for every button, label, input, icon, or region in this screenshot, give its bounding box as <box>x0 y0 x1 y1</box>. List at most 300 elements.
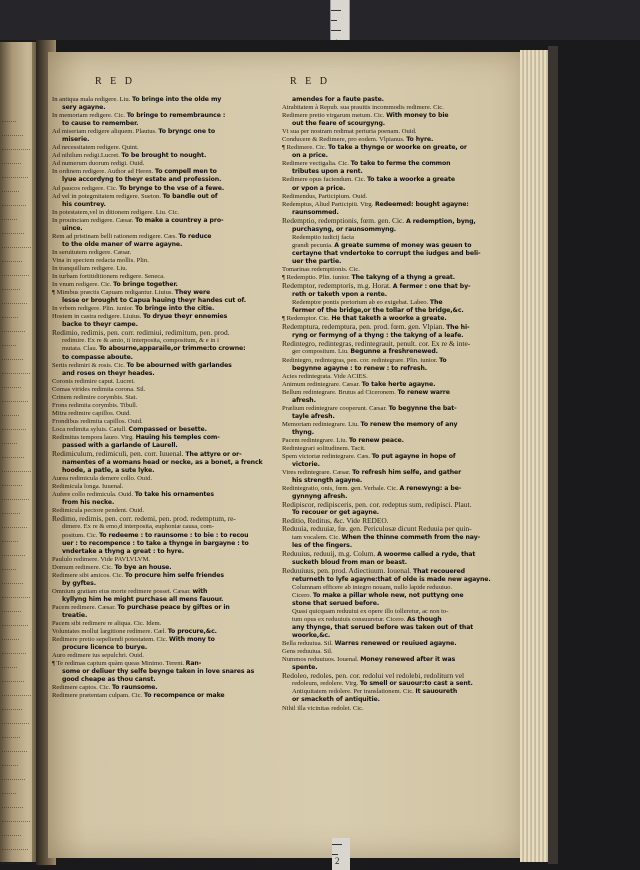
latin-text: redimire. Ex re & amio, ii interposita, compositum, & e in i <box>62 337 219 345</box>
text-line <box>282 201 514 209</box>
text-line <box>282 584 514 592</box>
english-gloss: reth or taketh vpon a rente. <box>292 291 387 299</box>
text-line <box>282 217 514 226</box>
english-gloss: lyue accordyng to theyr estate and profession. <box>62 176 222 184</box>
english-gloss: with <box>192 587 208 595</box>
latin-text: Crinem redimire corymbis. Stat. <box>52 393 138 401</box>
text-line <box>282 688 514 696</box>
left-text-column <box>52 96 277 701</box>
english-gloss: To make a countrey a pro- <box>135 216 224 224</box>
text-line <box>52 104 277 112</box>
latin-text: ¶ Redemptor. Cic. <box>282 315 332 323</box>
bottom-scale-ruler <box>332 838 350 870</box>
text-line <box>282 96 514 104</box>
english-gloss: The hi- <box>446 324 470 332</box>
latin-text: In memoriam redigere. Cic. <box>52 112 127 120</box>
text-line <box>282 274 514 282</box>
text-line <box>52 507 277 515</box>
latin-text: In vrbem redigere. Plin. iunior. <box>52 305 136 313</box>
text-line <box>52 459 277 467</box>
text-line <box>52 620 277 628</box>
english-gloss: To take herte agayne. <box>361 380 436 388</box>
text-line <box>52 362 277 370</box>
text-line <box>282 365 514 373</box>
latin-text: Atrabitatem à Repub. sua prauitis incommodis redimere. Cic. <box>282 104 444 112</box>
text-line <box>282 209 514 217</box>
english-gloss: hoode, a patle, a sute lyke. <box>62 467 155 475</box>
latin-text: Frons redimita corymbis. Tibull. <box>52 401 138 409</box>
text-line <box>52 668 277 676</box>
text-line <box>52 321 277 329</box>
text-line <box>282 656 514 664</box>
english-gloss: To recompence or make <box>143 692 225 700</box>
latin-text: Loca redimita syluis. Catull. <box>52 425 129 433</box>
english-gloss: sery agayne. <box>62 104 106 112</box>
english-gloss: To procure him selfe friendes <box>124 571 224 579</box>
text-line <box>282 696 514 704</box>
text-line <box>52 580 277 588</box>
text-line <box>282 705 514 713</box>
english-gloss: To <box>439 356 447 364</box>
english-gloss: To renew peace. <box>348 436 404 444</box>
text-line <box>52 289 277 297</box>
text-line <box>52 273 277 281</box>
english-gloss: To bringe into the citie. <box>135 305 215 313</box>
latin-text: In antiqua mala redigere. Liu. <box>52 96 133 103</box>
text-line <box>52 410 277 418</box>
english-gloss: To bringe to remembraunce : <box>126 112 226 120</box>
english-gloss: A greate summe of money was geuen to <box>334 241 472 249</box>
text-line <box>52 434 277 442</box>
english-gloss: tributes upon a rent. <box>292 168 363 176</box>
latin-text: ¶ Redimere. Cic. <box>282 144 329 152</box>
text-line <box>52 209 277 217</box>
english-gloss: out the feare of scourgyng. <box>292 120 386 128</box>
text-line <box>52 418 277 426</box>
text-line <box>282 632 514 640</box>
english-gloss: kyllyng him he might purchase all mens fauour. <box>62 595 224 603</box>
english-gloss: purchasyng, or raunsommyng. <box>292 225 397 233</box>
latin-text: Voluntates mollui largitione redimere. Cæl. <box>52 628 168 636</box>
english-gloss: A fermer : one that by- <box>392 283 471 291</box>
text-line <box>52 532 277 540</box>
text-line <box>52 572 277 580</box>
text-line <box>52 442 277 450</box>
text-line <box>282 550 514 559</box>
latin-text: redoleum, redolere. Virg. <box>292 680 360 688</box>
english-gloss: To brynge to the vse of a fewe. <box>119 184 225 192</box>
text-line <box>282 185 514 193</box>
english-gloss: good cheape as thou canst. <box>62 676 156 684</box>
text-line <box>52 297 277 305</box>
english-gloss: To hyre. <box>406 136 434 144</box>
english-gloss: some or deliuer thy selfe beynge taken in love snares as <box>62 668 255 676</box>
text-line <box>282 542 514 550</box>
latin-text: Redemptio, redemptionis, fœm. gen. Cic. <box>282 216 406 225</box>
text-line <box>52 225 277 233</box>
text-line <box>52 548 277 556</box>
english-gloss: To take his ornamentes <box>134 491 214 499</box>
latin-text: ¶ Redemptio. Plin. iunior. <box>282 274 352 282</box>
english-gloss: thyng. <box>292 428 314 436</box>
latin-text: Vires redintegrare. Cæsar. <box>282 469 353 477</box>
english-gloss: As though <box>407 616 442 623</box>
english-gloss: To bandle out of <box>162 192 218 200</box>
text-line <box>52 305 277 313</box>
text-line <box>52 467 277 475</box>
text-line <box>52 604 277 612</box>
english-gloss: spente. <box>292 664 318 672</box>
latin-text: Omnium gratiam eius morte redimere posset. Cæsar. <box>52 587 193 595</box>
text-line <box>282 323 514 332</box>
page-stack-edge <box>520 50 550 862</box>
latin-text: Vina in speciem redacta mollis. Plin. <box>52 256 149 264</box>
english-gloss: backe to theyr campe. <box>62 321 138 329</box>
english-gloss: uer : to recompence : to take a thynge in bargayne : to <box>62 539 249 547</box>
book-cover-edge <box>548 46 558 864</box>
latin-text: Redimiculum, redimiculi, pen. corr. Iuuenal. <box>52 450 186 459</box>
english-gloss: woorke,&c. <box>292 632 331 640</box>
text-line <box>52 281 277 289</box>
text-line <box>52 426 277 434</box>
latin-text: Pacem redimere. Cæsar. <box>52 603 118 611</box>
text-line <box>282 517 514 525</box>
text-line <box>52 402 277 410</box>
english-gloss: his strength agayne. <box>292 477 363 485</box>
latin-text: Redimere sibi amicos. Cic. <box>52 571 125 579</box>
text-line <box>52 588 277 596</box>
text-line <box>52 475 277 483</box>
latin-text: Redimere vectigalia. Cic. <box>282 160 351 168</box>
text-line <box>52 450 277 459</box>
text-line <box>52 676 277 684</box>
text-line <box>52 394 277 402</box>
text-line <box>282 226 514 234</box>
english-gloss: To put agayne in hope of <box>371 453 456 461</box>
latin-text: In tranquillum redigere. Liu. <box>52 264 128 272</box>
english-gloss: To bye an house. <box>114 563 172 571</box>
text-line <box>282 413 514 421</box>
latin-text: Quasi quicquam reduuiui ex opere illo tolleretur, ac non to- <box>292 607 449 615</box>
text-line <box>52 354 277 362</box>
text-line <box>282 340 514 348</box>
text-line <box>52 257 277 265</box>
latin-text: Antiquitatem redolere. Per translationem. Cic. <box>292 688 416 696</box>
english-gloss: The <box>429 299 443 307</box>
latin-text: Redimere captos. Cic. <box>52 684 112 692</box>
text-line <box>282 616 514 624</box>
text-line <box>282 381 514 389</box>
english-gloss: his countrey. <box>62 200 106 208</box>
text-line <box>282 592 514 600</box>
text-line <box>52 652 277 660</box>
latin-text: Cicero. <box>292 591 313 599</box>
text-line <box>52 152 277 160</box>
text-line <box>282 672 514 680</box>
latin-text: Hostem in castra redigere. Liuius. <box>52 313 144 321</box>
latin-text: Ad paucos redigere. Cic. <box>52 184 120 192</box>
text-line <box>282 664 514 672</box>
latin-text: Mitra redimire capillos. Ouid. <box>52 409 131 417</box>
english-gloss: Hauing his temples com- <box>135 433 220 441</box>
text-line <box>282 485 514 493</box>
latin-text: Redoleo, redoles, pen. cor. redolui vel redolebi, redoliturn vel <box>282 672 465 681</box>
latin-text: Ad vel in potegmitatem redigere. Sueton. <box>52 192 163 200</box>
text-line <box>282 160 514 168</box>
text-line <box>282 445 514 453</box>
text-line <box>282 242 514 250</box>
latin-text: Redemptor, redemptoris, m.g. Horat. <box>282 282 393 291</box>
text-line <box>52 136 277 144</box>
text-line <box>52 345 277 353</box>
text-line <box>282 576 514 584</box>
latin-text: Paululo redimere. Vide PAVLVLVM. <box>52 555 151 563</box>
latin-text: mutata. Clau. <box>62 345 99 353</box>
text-line <box>282 152 514 160</box>
running-head-left: R E D <box>95 76 135 87</box>
latin-text: Redimendus, Participium. Ouid. <box>282 192 368 200</box>
text-line <box>52 386 277 394</box>
text-line <box>282 501 514 509</box>
text-line <box>52 370 277 378</box>
english-gloss: To be abourned with garlandes <box>126 361 232 369</box>
text-line <box>52 612 277 620</box>
text-line <box>52 499 277 507</box>
text-line <box>282 291 514 299</box>
text-line <box>282 640 514 648</box>
latin-text: Bellum redintegrare. Brutus ad Ciceronem. <box>282 388 398 396</box>
latin-text: Comas virides redimita corona. Sil. <box>52 385 146 393</box>
text-line <box>282 559 514 567</box>
text-line <box>282 136 514 144</box>
english-gloss: To make a pillar whole new, not puttyng one <box>312 591 464 599</box>
text-line <box>52 249 277 257</box>
text-line <box>282 648 514 656</box>
english-gloss: With money to bie <box>386 112 449 120</box>
english-gloss: To take a thynge or woorke on greate, or <box>328 144 467 152</box>
text-line <box>52 201 277 209</box>
text-line <box>282 104 514 112</box>
english-gloss: To bryngc one to <box>158 128 215 136</box>
latin-text: Redimio, redimis, pen. corr. redimiui, redimitum, pen. prod. <box>52 329 230 338</box>
text-line <box>282 299 514 307</box>
text-line <box>282 168 514 176</box>
english-gloss: amendes for a faute paste. <box>292 96 384 103</box>
latin-text: In potestatem,vel in ditionem redigere. Liu. Cic. <box>52 208 180 216</box>
english-gloss: afresh. <box>292 396 316 404</box>
english-gloss: To redeeme : to raunsome : to bie : to recou <box>99 531 249 539</box>
english-gloss: fermer of the bridge,or the tollar of the bridge,&c. <box>292 307 464 315</box>
latin-text: Redimitus tempora lauro. Virg. <box>52 433 136 441</box>
text-line <box>282 437 514 445</box>
english-gloss: When the thinne commeth from the nay- <box>341 533 481 541</box>
english-gloss: raunsommed. <box>292 208 339 216</box>
english-gloss: from his necke. <box>62 499 115 507</box>
english-gloss: To refresh him selfe, and gather <box>352 469 462 477</box>
english-gloss: certayne that vndertoke to corrupt the iudges and beli- <box>292 249 481 257</box>
english-gloss: treatie. <box>62 612 88 619</box>
english-gloss: The attyre or or- <box>185 451 242 459</box>
english-gloss: To smell or sauour:to cast a sent. <box>359 680 473 688</box>
text-line <box>282 120 514 128</box>
ruler-label-bottom: 2 <box>335 856 340 866</box>
right-text-column <box>282 96 514 713</box>
text-line <box>282 234 514 242</box>
text-line <box>52 644 277 652</box>
latin-text: Sertis redimiri & rosis. Cic. <box>52 361 127 369</box>
text-line <box>52 378 277 386</box>
text-line <box>52 540 277 548</box>
english-gloss: on a price. <box>292 152 328 160</box>
latin-text: Reduuia, reduuiæ, fœ. gen. Periculosæ dicunt Reduuia per quin- <box>282 525 472 534</box>
english-gloss: Begunne a freshrenewed. <box>350 348 438 356</box>
english-gloss: sucketh bloud from man or beast. <box>292 558 408 566</box>
text-line <box>52 168 277 176</box>
latin-text: Aufere collo redimicula. Ouid. <box>52 491 135 499</box>
english-gloss: To be brought to nought. <box>121 152 207 160</box>
latin-text: Ad necessitatem redigere. Quint. <box>52 144 139 152</box>
left-page-edge <box>0 42 40 862</box>
latin-text: grandi pecunia. <box>292 241 335 249</box>
text-line <box>282 176 514 184</box>
latin-text: ¶ Te redimas captum quàm queas Minimo. Terent. <box>52 660 186 668</box>
english-gloss: tayle afresh. <box>292 412 335 420</box>
text-line <box>52 523 277 531</box>
english-gloss: procure licence to burye. <box>62 644 148 652</box>
english-gloss: A renewyng: a be- <box>399 485 462 493</box>
latin-text: Acies redintegrata. Vide ACIES. <box>282 372 368 380</box>
english-gloss: To begynne the bat- <box>388 404 457 412</box>
english-gloss: They were <box>174 289 211 297</box>
english-gloss: A woorme called a ryde, that <box>377 550 476 558</box>
english-gloss: returneth to lyfe agayne:that of olde is made new agayne. <box>292 575 491 583</box>
latin-text: Columnam efficere ab integro nouam, nullo lapide reduuiuo. <box>292 583 453 591</box>
latin-text: In ordinem redigere. Author ad Heren. <box>52 168 155 176</box>
text-line <box>282 600 514 608</box>
latin-text: Redintegratio, onis, fœm. gen. Verbale. Cic. <box>282 485 400 493</box>
english-gloss: uince. <box>62 224 83 232</box>
english-gloss: les of the fingers. <box>292 541 352 549</box>
english-gloss: gynnyng afresh. <box>292 493 348 501</box>
latin-text: In seruitutem redigere. Cæsar. <box>52 248 132 256</box>
latin-text: In vnum redigere. Cic. <box>52 281 114 289</box>
latin-text: In turbam fortitiditionem redigere. Seneca. <box>52 273 165 281</box>
latin-text: Pacem redintegrare. Liu. <box>282 436 349 444</box>
english-gloss: and roses on theyr heades. <box>62 369 155 377</box>
english-gloss: any thynge, that serued before was taken out of that <box>292 624 474 632</box>
text-line <box>282 193 514 201</box>
latin-text: Ad nihilum redigi.Lucret. <box>52 152 122 160</box>
text-line <box>282 112 514 120</box>
text-line <box>282 389 514 397</box>
latin-text: ¶ Mimbus præctis Capuam redigantur. Liuius. <box>52 289 175 297</box>
latin-text: Redimere prætentam culpam. Cic. <box>52 692 144 700</box>
latin-text: tam vocalem. Cic. <box>292 533 342 541</box>
text-line <box>52 144 277 152</box>
text-line <box>52 483 277 491</box>
text-line <box>282 307 514 315</box>
text-line <box>282 534 514 542</box>
english-gloss: victorie. <box>292 461 320 469</box>
latin-text: Ad numerum duorum redigi. Ouid. <box>52 160 145 168</box>
text-line <box>282 250 514 258</box>
latin-text: Redipiscor, redipisceris, pen. cor. redeptus sum, redipisci. Plaut. <box>282 501 472 510</box>
latin-text: Domum redimere. Cic. <box>52 563 115 571</box>
text-line <box>52 628 277 636</box>
latin-text: Redimere pretio virgarum metum. Cic. <box>282 112 387 120</box>
latin-text: Redintegro, redintegras, redintegrauit, penult. cor. Ex re & inte- <box>282 340 471 349</box>
text-line <box>282 397 514 405</box>
latin-text: Redemptor pontis portorium ab eo exigebat. Labeo. <box>292 299 430 307</box>
english-gloss: to cause to remember. <box>62 120 139 128</box>
english-gloss: ryng or fermyng of a thyng : the takyng of a leafe. <box>292 332 464 340</box>
english-gloss: To reduce <box>178 232 212 240</box>
english-gloss: Warres renewed or reuiued agayne. <box>334 640 457 648</box>
english-gloss: to the olde maner of warre agayne. <box>62 240 183 248</box>
english-gloss: vndertake a thyng a great : to hyre. <box>62 547 184 555</box>
text-line <box>52 660 277 668</box>
english-gloss: With mony to <box>169 636 215 644</box>
text-line <box>282 525 514 533</box>
english-gloss: by gyftes. <box>62 579 96 587</box>
latin-text: dimere. Ex re & emo,d interposita, euphoniæ causa, com- <box>62 523 214 531</box>
text-line <box>282 144 514 152</box>
text-line <box>282 266 514 274</box>
latin-text: Pacem sibi redimere re aliqua. Cic. Idem. <box>52 620 162 628</box>
english-gloss: or smacketh of antiquitie. <box>292 696 380 704</box>
english-gloss: passed with a garlande of Laurell. <box>62 442 178 450</box>
latin-text: Redemptura, redemptura, pen. prod. fœm. gen. Vlpian. <box>282 323 447 332</box>
text-line <box>52 596 277 604</box>
latin-text: Rem ad pristinam belli rationem redigere. Cæs. <box>52 232 179 240</box>
text-line <box>282 477 514 485</box>
text-line <box>282 608 514 616</box>
text-line <box>282 348 514 356</box>
latin-text: Redimere opus faciendum. Cic. <box>282 176 367 184</box>
latin-text: Redintegro, redintegras, pen. cor. redintegrare. Plin. iunior. <box>282 356 440 364</box>
latin-text: positum. Cic. <box>62 531 99 539</box>
english-gloss: A redemption, byng, <box>405 217 476 225</box>
text-line <box>52 193 277 201</box>
english-gloss: He that taketh a woorke a greate. <box>331 315 447 323</box>
latin-text: Gens reduuiua. Sil. <box>282 648 333 656</box>
latin-text: Redintegrari solitudinem. Tacit. <box>282 445 366 453</box>
latin-text: Auro redimere ius sepulchri. Ouid. <box>52 652 144 660</box>
latin-text: Coronis redimire caput. Lucret. <box>52 377 135 385</box>
text-line <box>282 567 514 576</box>
text-line <box>282 421 514 429</box>
latin-text: Animum redintegrare. Cæsar. <box>282 380 362 388</box>
text-line <box>282 282 514 291</box>
text-line <box>282 373 514 381</box>
english-gloss: To procure,&c. <box>167 628 217 636</box>
text-line <box>282 453 514 461</box>
latin-text: Conducere & Redimere, pro eodem. Vlpianus. <box>282 136 407 144</box>
english-gloss: It sauoureth <box>415 688 458 696</box>
text-line <box>282 680 514 688</box>
latin-text: Vt sua per nostram redimat periuria poenam. Ouid. <box>282 128 417 136</box>
latin-text: Nummos reduuiuos. Iouenal. <box>282 656 361 664</box>
latin-text: Bella reduuiua. Sil. <box>282 640 335 648</box>
english-gloss: lesse or brought to Capua hauing theyr handes cut of. <box>62 297 246 305</box>
english-gloss: begynne agayne : to renew : to refresh. <box>292 364 428 372</box>
text-line <box>52 692 277 700</box>
text-line <box>52 112 277 120</box>
latin-text: Tomarinas redemptionis. Cic. <box>282 265 360 273</box>
english-gloss: To renew the memory of any <box>360 420 458 428</box>
latin-text: Ad miseriam redigere aliquem. Plautus. <box>52 128 159 136</box>
text-line <box>52 128 277 136</box>
